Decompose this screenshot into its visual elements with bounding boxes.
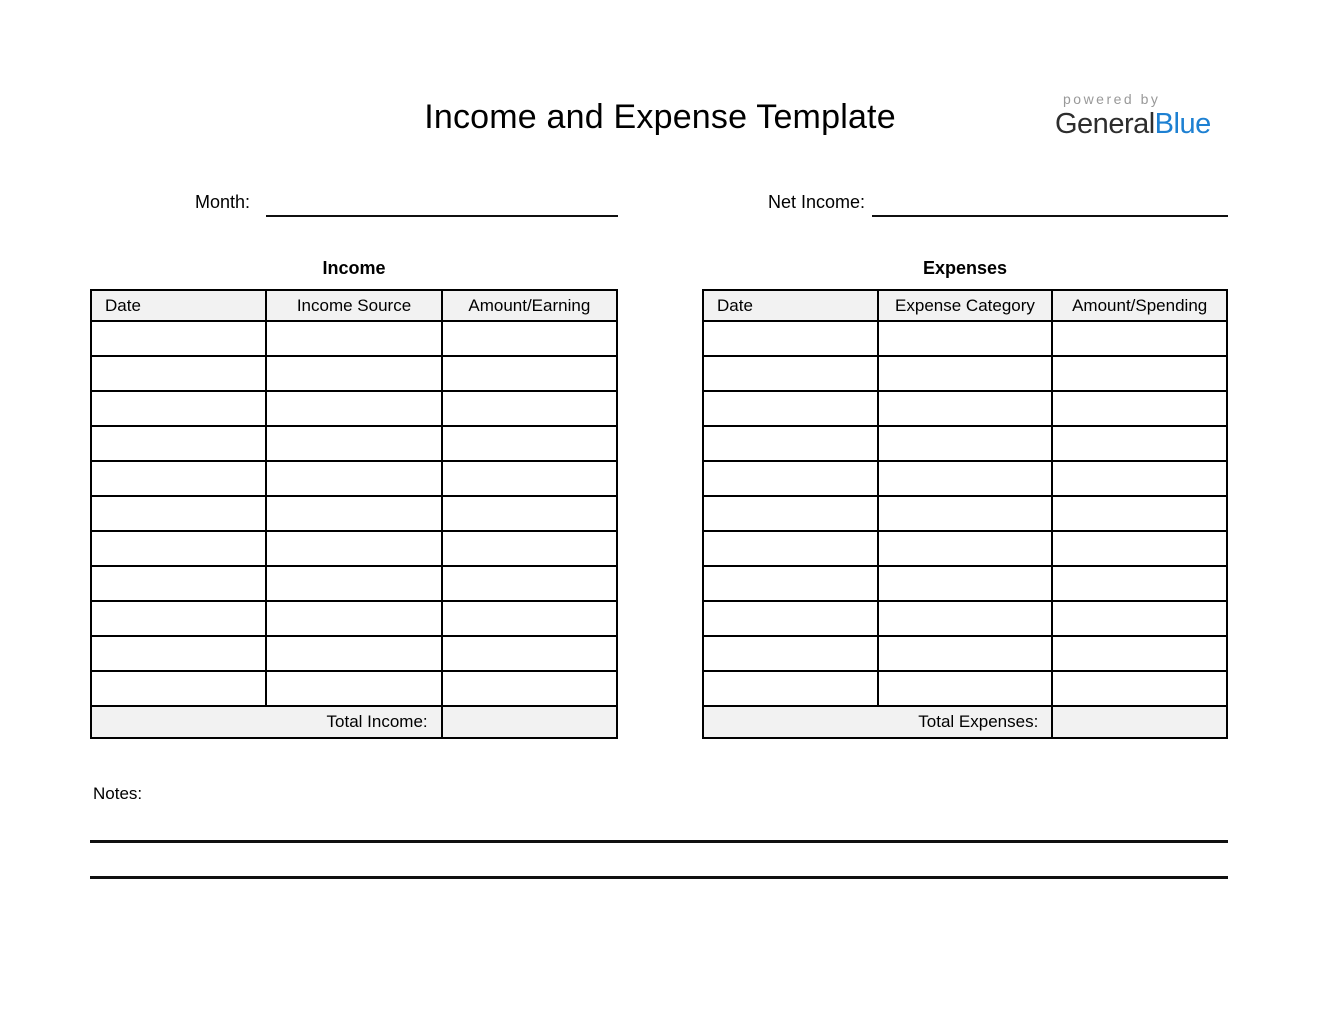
table-row	[91, 566, 617, 601]
brand-blue-text: Blue	[1154, 108, 1211, 140]
total-expenses-value[interactable]	[1052, 706, 1227, 738]
net-income-input-line[interactable]	[872, 193, 1228, 217]
empty-cell[interactable]	[266, 671, 441, 706]
empty-cell[interactable]	[442, 426, 617, 461]
empty-cell[interactable]	[703, 356, 878, 391]
empty-cell[interactable]	[442, 321, 617, 356]
table-row	[91, 321, 617, 356]
empty-cell[interactable]	[1052, 391, 1227, 426]
table-row	[91, 496, 617, 531]
empty-cell[interactable]	[878, 426, 1053, 461]
expenses-section-title: Expenses	[922, 258, 1008, 278]
month-input-line[interactable]	[266, 193, 618, 217]
brand-general-text: General	[1055, 108, 1155, 140]
empty-cell[interactable]	[442, 531, 617, 566]
empty-cell[interactable]	[703, 496, 878, 531]
empty-cell[interactable]	[266, 356, 441, 391]
total-income-label: Total Income:	[91, 706, 442, 738]
empty-cell[interactable]	[91, 391, 266, 426]
empty-cell[interactable]	[878, 391, 1053, 426]
empty-cell[interactable]	[878, 461, 1053, 496]
empty-cell[interactable]	[878, 636, 1053, 671]
column-header-amount-spending: Amount/Spending	[1052, 290, 1227, 321]
empty-cell[interactable]	[442, 671, 617, 706]
empty-cell[interactable]	[878, 531, 1053, 566]
net-income-label: Net Income:	[768, 192, 866, 212]
empty-cell[interactable]	[91, 636, 266, 671]
empty-cell[interactable]	[442, 601, 617, 636]
notes-line-1[interactable]	[90, 840, 1228, 843]
column-header-amount-earning: Amount/Earning	[442, 290, 617, 321]
table-row	[91, 426, 617, 461]
empty-cell[interactable]	[91, 426, 266, 461]
empty-cell[interactable]	[266, 566, 441, 601]
empty-cell[interactable]	[703, 391, 878, 426]
empty-cell[interactable]	[91, 356, 266, 391]
column-header-expense-category: Expense Category	[878, 290, 1053, 321]
empty-cell[interactable]	[703, 601, 878, 636]
empty-cell[interactable]	[1052, 461, 1227, 496]
total-expenses-label: Total Expenses:	[703, 706, 1052, 738]
empty-cell[interactable]	[266, 426, 441, 461]
empty-cell[interactable]	[878, 601, 1053, 636]
empty-cell[interactable]	[703, 531, 878, 566]
brand-wordmark	[1055, 108, 1230, 141]
table-row	[703, 531, 1227, 566]
column-header-date: Date	[91, 290, 266, 321]
notes-line-2[interactable]	[90, 876, 1228, 879]
empty-cell[interactable]	[266, 601, 441, 636]
month-label: Month:	[195, 192, 251, 212]
empty-cell[interactable]	[266, 321, 441, 356]
empty-cell[interactable]	[91, 566, 266, 601]
empty-cell[interactable]	[91, 671, 266, 706]
empty-cell[interactable]	[703, 426, 878, 461]
empty-cell[interactable]	[266, 391, 441, 426]
empty-cell[interactable]	[703, 671, 878, 706]
table-row	[703, 321, 1227, 356]
income-header-row	[91, 290, 617, 321]
column-header-income-source: Income Source	[266, 290, 441, 321]
income-total-row	[91, 706, 617, 738]
empty-cell[interactable]	[878, 496, 1053, 531]
empty-cell[interactable]	[878, 671, 1053, 706]
empty-cell[interactable]	[91, 321, 266, 356]
table-row	[91, 531, 617, 566]
empty-cell[interactable]	[1052, 601, 1227, 636]
empty-cell[interactable]	[1052, 426, 1227, 461]
table-row	[703, 391, 1227, 426]
empty-cell[interactable]	[1052, 531, 1227, 566]
empty-cell[interactable]	[91, 601, 266, 636]
table-row	[703, 671, 1227, 706]
income-table	[90, 289, 618, 739]
empty-cell[interactable]	[442, 636, 617, 671]
empty-cell[interactable]	[266, 461, 441, 496]
empty-cell[interactable]	[1052, 671, 1227, 706]
expenses-total-row	[703, 706, 1227, 738]
empty-cell[interactable]	[878, 321, 1053, 356]
powered-by-text: powered by	[1063, 91, 1161, 107]
table-row	[703, 426, 1227, 461]
empty-cell[interactable]	[1052, 356, 1227, 391]
empty-cell[interactable]	[703, 321, 878, 356]
empty-cell[interactable]	[442, 566, 617, 601]
empty-cell[interactable]	[442, 391, 617, 426]
empty-cell[interactable]	[703, 566, 878, 601]
table-row	[703, 356, 1227, 391]
empty-cell[interactable]	[91, 531, 266, 566]
expenses-table	[702, 289, 1228, 739]
income-section-title: Income	[322, 258, 386, 278]
empty-cell[interactable]	[91, 496, 266, 531]
table-row	[703, 636, 1227, 671]
empty-cell[interactable]	[442, 496, 617, 531]
table-row	[703, 566, 1227, 601]
table-row	[703, 496, 1227, 531]
page-title: Income and Expense Template	[424, 98, 896, 136]
empty-cell[interactable]	[703, 461, 878, 496]
table-row	[91, 636, 617, 671]
column-header-date: Date	[703, 290, 878, 321]
table-row	[91, 356, 617, 391]
table-row	[703, 461, 1227, 496]
total-income-value[interactable]	[442, 706, 617, 738]
notes-label: Notes:	[93, 784, 143, 803]
empty-cell[interactable]	[442, 461, 617, 496]
empty-cell[interactable]	[1052, 321, 1227, 356]
empty-cell[interactable]	[703, 636, 878, 671]
table-row	[91, 601, 617, 636]
empty-cell[interactable]	[266, 531, 441, 566]
generalblue-logo	[1055, 91, 1230, 141]
expenses-header-row	[703, 290, 1227, 321]
table-row	[91, 461, 617, 496]
empty-cell[interactable]	[1052, 636, 1227, 671]
empty-cell[interactable]	[91, 461, 266, 496]
empty-cell[interactable]	[878, 566, 1053, 601]
empty-cell[interactable]	[1052, 496, 1227, 531]
table-row	[91, 391, 617, 426]
table-row	[91, 671, 617, 706]
empty-cell[interactable]	[442, 356, 617, 391]
empty-cell[interactable]	[266, 496, 441, 531]
empty-cell[interactable]	[266, 636, 441, 671]
table-row	[703, 601, 1227, 636]
empty-cell[interactable]	[1052, 566, 1227, 601]
empty-cell[interactable]	[878, 356, 1053, 391]
